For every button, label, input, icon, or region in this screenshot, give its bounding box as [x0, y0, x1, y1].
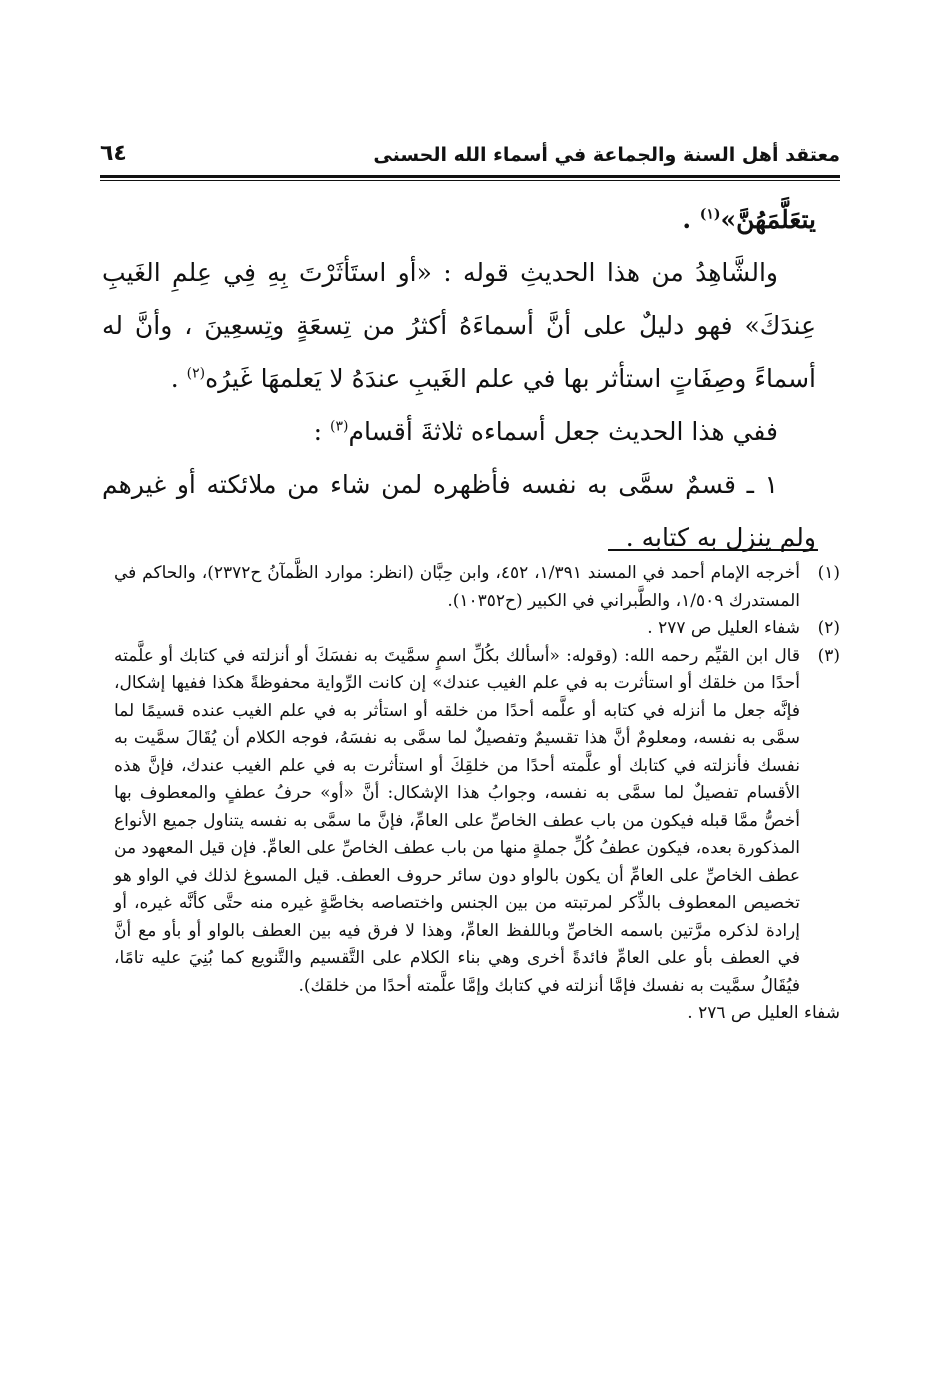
footnote-text: أخرجه الإمام أحمد في المسند ١/٣٩١، ٤٥٢، وابن حِبَّان (انظر: موارد الظَّمآنُ ح٢٣٧٢)، والحاكم في المستدرك ١/٥٠٩، والطَّبراني في الكبير (ح١٠٣٥٢).	[114, 563, 800, 611]
footnote-ref-1: (١)	[699, 206, 721, 223]
footnote-tail: شفاء العليل ص ٢٧٦ .	[687, 1003, 840, 1023]
footnote-ref-3: (٣)	[330, 418, 349, 435]
main-paragraph-3-text: ففي هذا الحديث جعل أسماءه ثلاثةَ أقسام	[348, 417, 778, 446]
main-line-1-text: يتعَلَّمَهُنَّ»	[720, 205, 816, 234]
main-line-1-end: .	[682, 205, 700, 234]
header-rule	[100, 175, 840, 181]
main-paragraph-4: ١ ـ قسمٌ سمَّى به نفسه فأظهره لمن شاء من ملائكته أو غيرهم ولم ينزل به كتابه .	[102, 470, 816, 552]
footnote-2	[102, 615, 840, 643]
main-paragraph-3-end: :	[313, 417, 331, 446]
main-line-1	[102, 193, 816, 246]
footnote-ref-2: (٢)	[186, 365, 206, 382]
running-title: معتقد أهل السنة والجماعة في أسماء الله الحسنى	[373, 144, 840, 166]
main-text	[102, 193, 816, 564]
main-paragraph-2	[102, 246, 816, 405]
page-header	[100, 130, 840, 166]
footnote-3	[102, 643, 840, 1001]
footnote-number: (٢)	[817, 618, 840, 638]
page-number: ٦٤	[100, 141, 127, 166]
main-paragraph-3	[102, 405, 816, 458]
footnotes	[102, 560, 840, 1028]
footnote-number: (٣)	[817, 645, 840, 666]
footnote-1	[102, 560, 840, 615]
footnote-separator	[608, 549, 818, 551]
footnote-number: (١)	[817, 563, 840, 583]
main-paragraph-2-text: والشَّاهِدُ من هذا الحديثِ قوله : «أو استَأثَرْتَ بِهِ فِي عِلمِ الغَيبِ عِندَكَ» فهو دليلٌ على أنَّ أسماءَهُ أكثرُ من تِسعَةٍ وتِسعِينَ ، وأنَّ له أسماءً وصِفَاتٍ استأثر بها في علم الغَيبِ عندَهُ لا يَعلمهَا غَيرُه	[102, 258, 816, 393]
footnote-text: قال ابن القيِّم رحمه الله: (وقوله: «أسألك بكُلِّ اسمٍ سمَّيتَ به نفسَكَ أو أنزلته في كتابك أو علَّمته أحدًا من خلقك أو استأثرت به في علم الغيب عندك» إن كانت الرِّواية محفوظةً هكذا ففيها إشكال، فإنَّه جعل ما أنزله في كتابه أو علَّمه أحدًا من خلقه أو استأثر به في علم الغيب عنده قسيمًا لما سمَّى به نفسه، ومعلومٌ أنَّ هذا تقسيمٌ وتفصيلٌ لما سمَّى به نفسَهُ، فوجه الكلام أن يُقَالَ سمَّيت به نفسك فأنزلته في كتابك أو علَّمته أحدًا من خلقِكَ أو استأثرت به في علم الغيب عندك، فإنَّ هذه الأقسام تفصيلٌ لما سمَّى به نفسه، وجوابُ هذا الإشكال: أنَّ «أو» حرفُ عطفٍ والمعطوف بها أخصُّ ممَّا قبله فيكون من باب عطف الخاصِّ على العامِّ، فإنَّ ما سمَّى به نفسه يتناول جميع الأنواع المذكورة بعده، فيكون عطفُ كُلِّ جملةٍ منها من باب عطف الخاصِّ على العامِّ. فإن قيل المعهود من عطف الخاصِّ على العامِّ أن يكون بالواو دون سائر حروف العطف. قيل المسوغ لذلك في الواو هو تخصيص المعطوف بالذِّكر لمرتبته من بين الجنس واختصاصه بخاصَّةٍ غيره منه حتَّى كأنَّه غيره، أو إرادة لذكره مرَّتين باسمه الخاصِّ وباللفظ العامِّ، وهذا لا فرق فيه بين العطف بالواو أو بأو مع أنَّ في العطف بأو على العامِّ فائدةً أخرى وهي بناء الكلام على التَّقسيم والتَّنويع كما بُنِيَ عليه تامًا، فيُقَالُ سمَّيت به نفسك فإمَّا أنزلته في كتابك وإمَّا علَّمته أحدًا من خلقك).	[114, 645, 800, 996]
footnote-text: شفاء العليل ص ٢٧٧ .	[647, 618, 800, 638]
main-paragraph-2-end: .	[170, 364, 187, 393]
